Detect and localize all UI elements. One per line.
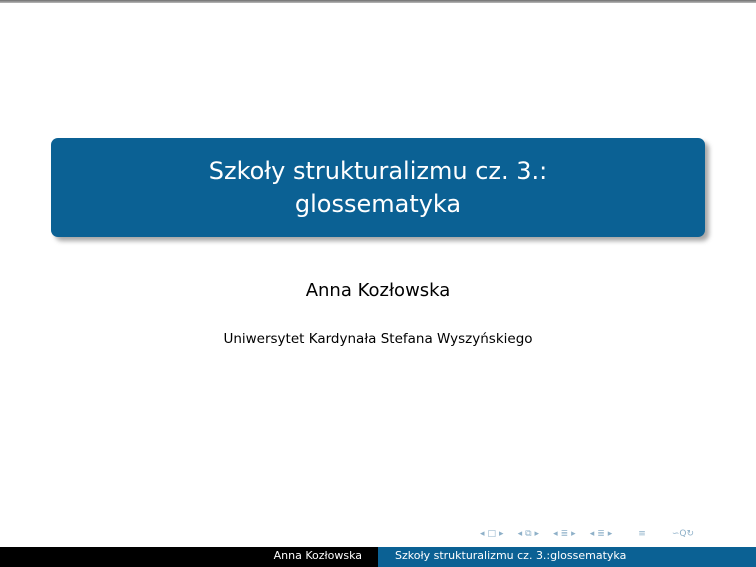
nav-prev-arrow-icon[interactable]: ◂ <box>553 529 558 539</box>
title-line-1: Szkoły strukturalizmu cz. 3.: <box>208 156 548 185</box>
nav-next-arrow-icon[interactable]: ▸ <box>534 529 540 539</box>
footer-author: Anna Kozłowska <box>0 547 378 567</box>
search-icon[interactable]: ∽Q↻ <box>671 529 695 539</box>
subsection-frames-icon[interactable]: ⧉ <box>525 529 532 539</box>
section-icon[interactable]: ≣ <box>560 529 569 539</box>
nav-prev-arrow-icon[interactable]: ◂ <box>480 529 485 539</box>
nav-prev-arrow-icon[interactable]: ◂ <box>517 529 523 539</box>
title-line-2: glossematyka <box>294 189 462 218</box>
footer-title: Szkoły strukturalizmu cz. 3.:glossematyka <box>378 547 756 567</box>
author: Anna Kozłowska <box>305 280 451 301</box>
frame-icon[interactable]: □ <box>487 529 497 539</box>
outline-icon[interactable]: ≡ <box>638 529 646 539</box>
top-rule <box>0 0 756 3</box>
nav-next-arrow-icon[interactable]: ▸ <box>499 529 504 539</box>
navigation-bar <box>480 527 694 541</box>
nav-prev-arrow-icon[interactable]: ◂ <box>589 529 595 539</box>
title-box <box>51 138 705 237</box>
nav-next-arrow-icon[interactable]: ▸ <box>571 529 576 539</box>
institute: Uniwersytet Kardynała Stefana Wyszyńskiego <box>223 331 533 347</box>
section-icon[interactable]: ≣ <box>597 529 605 539</box>
nav-next-arrow-icon[interactable]: ▸ <box>607 529 613 539</box>
footer <box>0 547 756 567</box>
